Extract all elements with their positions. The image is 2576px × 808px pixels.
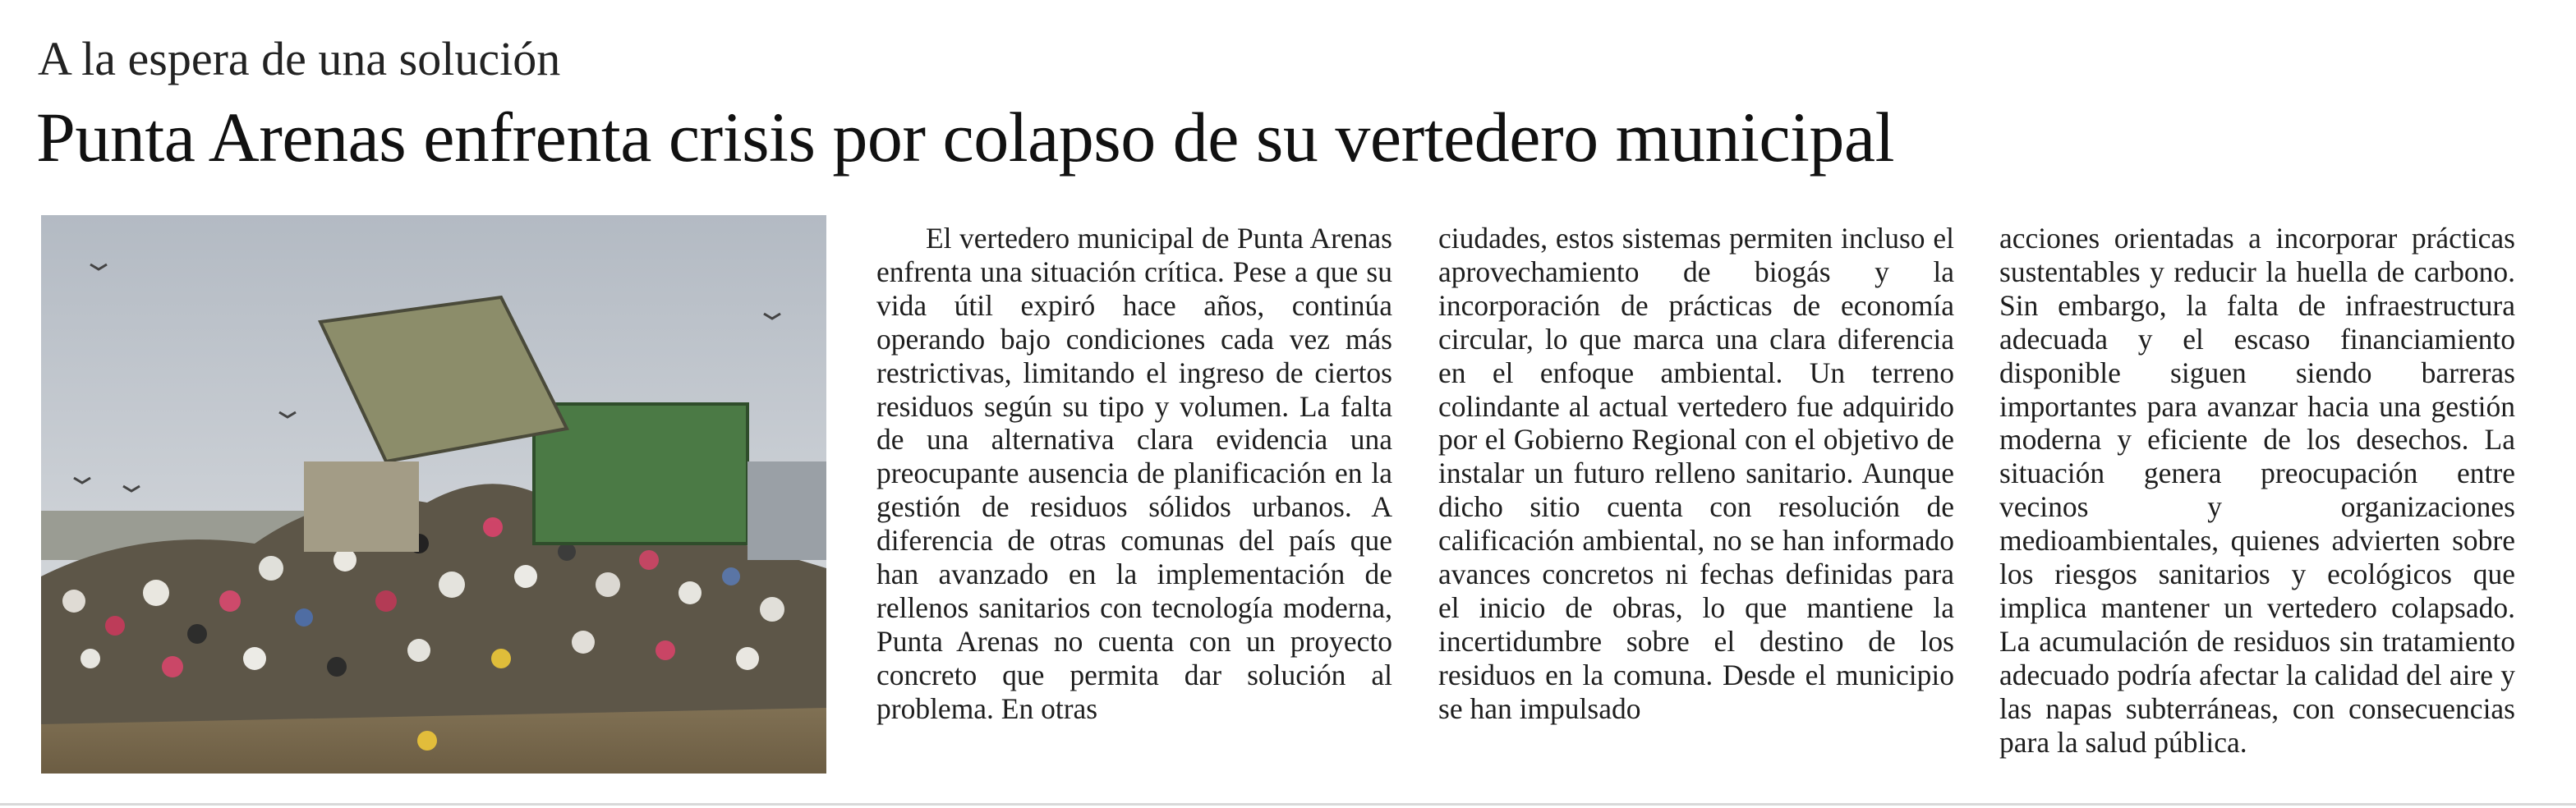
column-1-text: El vertedero municipal de Punta Arenas enfrenta una situación crítica. Pese a que su vida útil expiró hace años, continúa operando bajo condiciones cada vez más restrictivas, limitando el ingreso de ciertos residuos según su tipo y volumen. La falta de una alternativa clara evidencia una preocupante ausencia de planificación en la gestión de residuos sólidos urbanos. A diferencia de otras comunas del país que han avanzado en la implementación de rellenos sanitarios con tecnología moderna, Punta Arenas no cuenta con un proyecto concreto que permita dar solución al problema. En otras xyxy=(876,222,1392,725)
article-column-2 xyxy=(1438,222,1954,726)
column-2-text: ciudades, estos sistemas permiten incluso el aprovechamiento de biogás y la incorporación de prácticas de economía circular, lo que marca una clara diferencia en el enfoque ambiental. Un terreno colindante al actual vertedero fue adquirido por el Gobierno Regional con el objetivo de instalar un futuro relleno sanitario. Aunque dicho sitio cuenta con resolución de calificación ambiental, no se han informado avances concretos ni fechas definidas para el inicio de obras, lo que mantiene la incertidumbre sobre el destino de los residuos en la comuna. Desde el municipio se han impulsado xyxy=(1438,222,1954,725)
column-3-text: acciones orientadas a incorporar prácticas sustentables y reducir la huella de carbono. Sin embargo, la falta de infraestructura adecuada y el escaso financiamiento disponible siguen siendo barreras importantes para avanzar hacia una gestión moderna y eficiente de los desechos. La situación genera preocupación entre vecinos y organizaciones medioambientales, quienes advierten sobre los riesgos sanitarios y ecológicos que implica mantener un vertedero colapsado. La acumulación de residuos sin tratamiento adecuado podría afectar la calidad del aire y las napas subterráneas, con consecuencias para la salud pública. xyxy=(1999,222,2515,759)
article-column-3 xyxy=(1999,222,2515,760)
article-photo xyxy=(41,215,826,774)
article-headline: Punta Arenas enfrenta crisis por colapso de su vertedero municipal xyxy=(36,98,1894,177)
article-column-1 xyxy=(876,222,1392,726)
landfill-truck-photo xyxy=(41,215,826,774)
bottom-divider xyxy=(0,803,2576,806)
article-kicker: A la espera de una solución xyxy=(38,32,561,85)
